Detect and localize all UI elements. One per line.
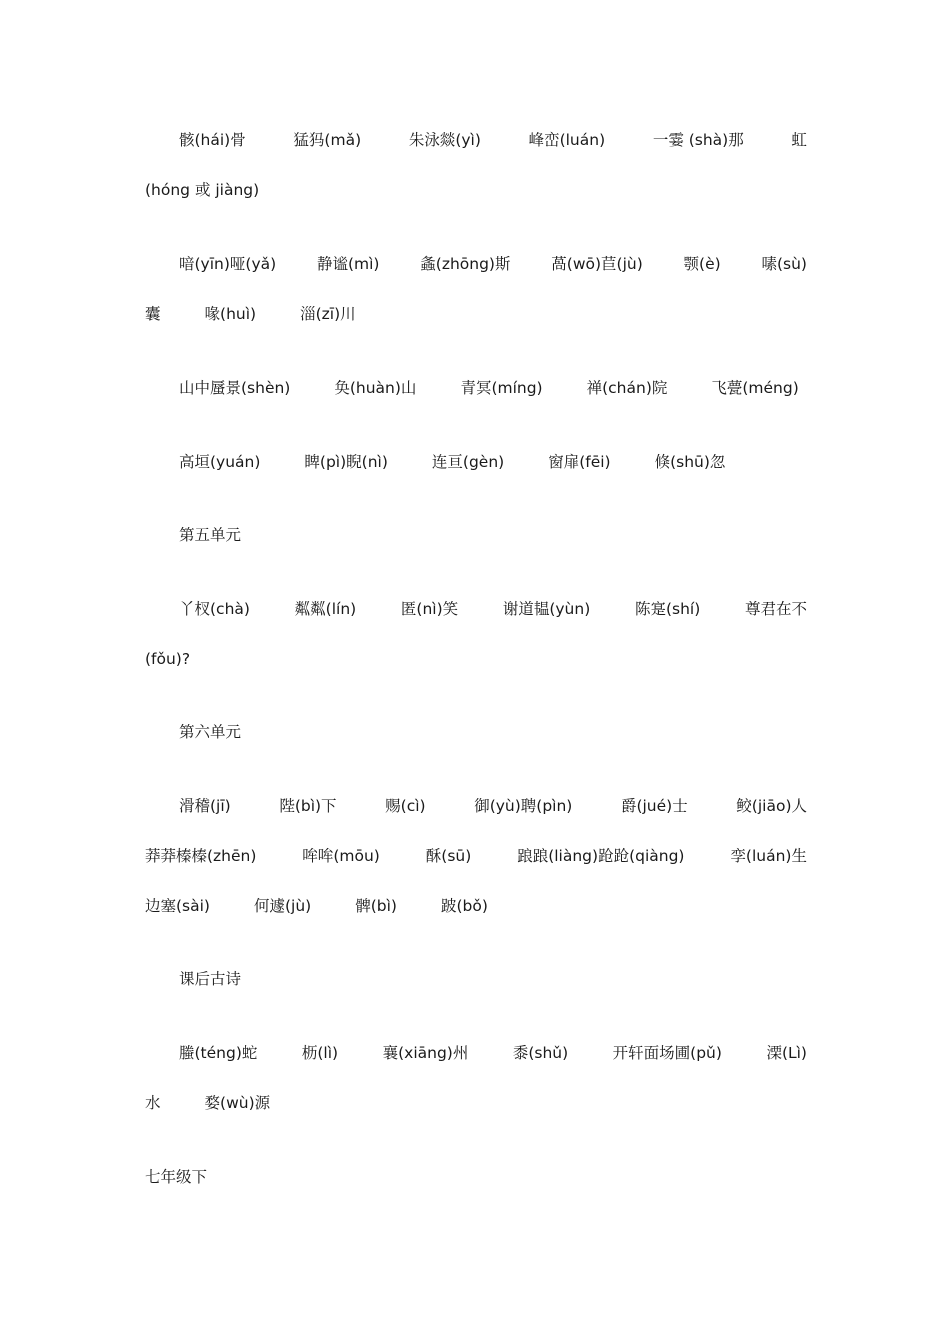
vocab-entry: 开轩面场圃(pǔ) xyxy=(612,1044,722,1062)
vocab-line-12 xyxy=(179,1041,807,1065)
vocab-entry: 猛犸(mǎ) xyxy=(293,131,362,149)
vocab-entry: 溧(Lì) xyxy=(766,1044,807,1062)
vocab-entry: 窗扉(fēi) xyxy=(548,453,611,471)
vocab-entry: 骸(hái)骨 xyxy=(179,131,246,149)
vocab-entry: 睥(pì)睨(nì) xyxy=(304,453,388,471)
section-heading: 课后古诗 xyxy=(179,970,242,988)
vocab-entry: 囊 xyxy=(145,305,161,323)
vocab-entry: 萵(wō)苣(jù) xyxy=(551,255,643,273)
vocab-entry: 黍(shǔ) xyxy=(512,1044,569,1062)
vocab-line-4 xyxy=(145,302,807,326)
vocab-entry: 莽莽榛榛(zhēn) xyxy=(145,847,257,865)
vocab-line-11 xyxy=(145,894,807,918)
vocab-entry: 连亘(gèn) xyxy=(431,453,505,471)
vocab-entry: 襄(xiāng)州 xyxy=(382,1044,469,1062)
vocab-entry: 螽(zhōng)斯 xyxy=(420,255,511,273)
vocab-entry: 奂(huàn)山 xyxy=(334,379,417,397)
vocab-entry: 嗉(sù) xyxy=(761,255,807,273)
vocab-entry: 倏(shū)忽 xyxy=(654,453,726,471)
vocab-entry: 孪(luán)生 xyxy=(730,847,807,865)
vocab-entry: 陛(bì)下 xyxy=(279,797,337,815)
unit-heading-5 xyxy=(179,523,807,547)
unit-heading-6 xyxy=(179,720,807,744)
vocab-entry: 滑稽(jī) xyxy=(179,797,231,815)
vocab-entry: 喙(huì) xyxy=(204,305,257,323)
vocab-line-10 xyxy=(145,844,807,868)
vocab-entry: 酥(sū) xyxy=(425,847,472,865)
section-heading: 第六单元 xyxy=(179,723,242,741)
vocab-line-5 xyxy=(179,376,807,400)
vocab-entry: 髀(bì) xyxy=(355,897,397,915)
vocab-entry: 一霎 (shà)那 xyxy=(652,131,744,149)
vocab-entry: 尊君在不 xyxy=(744,600,807,618)
vocab-entry: 静谧(mì) xyxy=(316,255,380,273)
vocab-line-2 xyxy=(145,178,807,202)
vocab-entry: 飞甍(méng) xyxy=(711,379,799,397)
grade-heading xyxy=(145,1165,807,1189)
vocab-entry: 高垣(yuán) xyxy=(179,453,261,471)
vocab-line-6 xyxy=(179,450,807,474)
vocab-entry: 淄(zī)川 xyxy=(300,305,356,323)
vocab-line-9 xyxy=(179,794,807,818)
vocab-entry: 谢道韫(yùn) xyxy=(502,600,591,618)
vocab-entry: 陈寔(shí) xyxy=(634,600,701,618)
poem-heading xyxy=(179,967,807,991)
vocab-entry: 赐(cì) xyxy=(385,797,426,815)
vocab-line-3 xyxy=(179,252,807,276)
vocab-line-7 xyxy=(179,597,807,621)
vocab-entry: 枥(lì) xyxy=(301,1044,339,1062)
vocab-line-1 xyxy=(179,128,807,152)
vocab-entry: 虹 xyxy=(791,131,807,149)
vocab-entry: 青冥(míng) xyxy=(460,379,543,397)
vocab-entry: 跛(bǒ) xyxy=(440,897,488,915)
vocab-entry: 哞哞(mōu) xyxy=(302,847,380,865)
vocab-entry: 禅(chán)院 xyxy=(586,379,668,397)
vocab-entry: 鲛(jiāo)人 xyxy=(736,797,807,815)
vocab-entry: 螣(téng)蛇 xyxy=(179,1044,258,1062)
vocab-entry: 丫杈(chà) xyxy=(179,600,250,618)
vocab-entry: 水 xyxy=(145,1094,161,1112)
vocab-line-13 xyxy=(145,1091,807,1115)
vocab-entry: 踉踉(liàng)跄跄(qiàng) xyxy=(517,847,685,865)
vocab-line-8 xyxy=(145,647,807,671)
vocab-entry: 颚(è) xyxy=(683,255,721,273)
vocab-entry: 山中蜃景(shèn) xyxy=(179,379,291,397)
vocab-entry: 爵(jué)士 xyxy=(620,797,688,815)
vocab-entry: 何遽(jù) xyxy=(253,897,312,915)
vocab-entry: 喑(yīn)哑(yǎ) xyxy=(179,255,277,273)
vocab-entry: 婺(wù)源 xyxy=(204,1094,271,1112)
vocab-entry: 峰峦(luán) xyxy=(528,131,606,149)
vocab-entry: 朱泳燚(yì) xyxy=(408,131,481,149)
vocab-entry: 匿(nì)笑 xyxy=(400,600,459,618)
vocab-entry: (fǒu)? xyxy=(145,650,191,668)
section-heading: 七年级下 xyxy=(145,1168,208,1186)
vocab-entry: 御(yù)聘(pìn) xyxy=(474,797,573,815)
vocab-entry: 边塞(sài) xyxy=(145,897,210,915)
section-heading: 第五单元 xyxy=(179,526,242,544)
vocab-entry: (hóng 或 jiàng) xyxy=(145,181,260,199)
vocab-entry: 粼粼(lín) xyxy=(294,600,357,618)
